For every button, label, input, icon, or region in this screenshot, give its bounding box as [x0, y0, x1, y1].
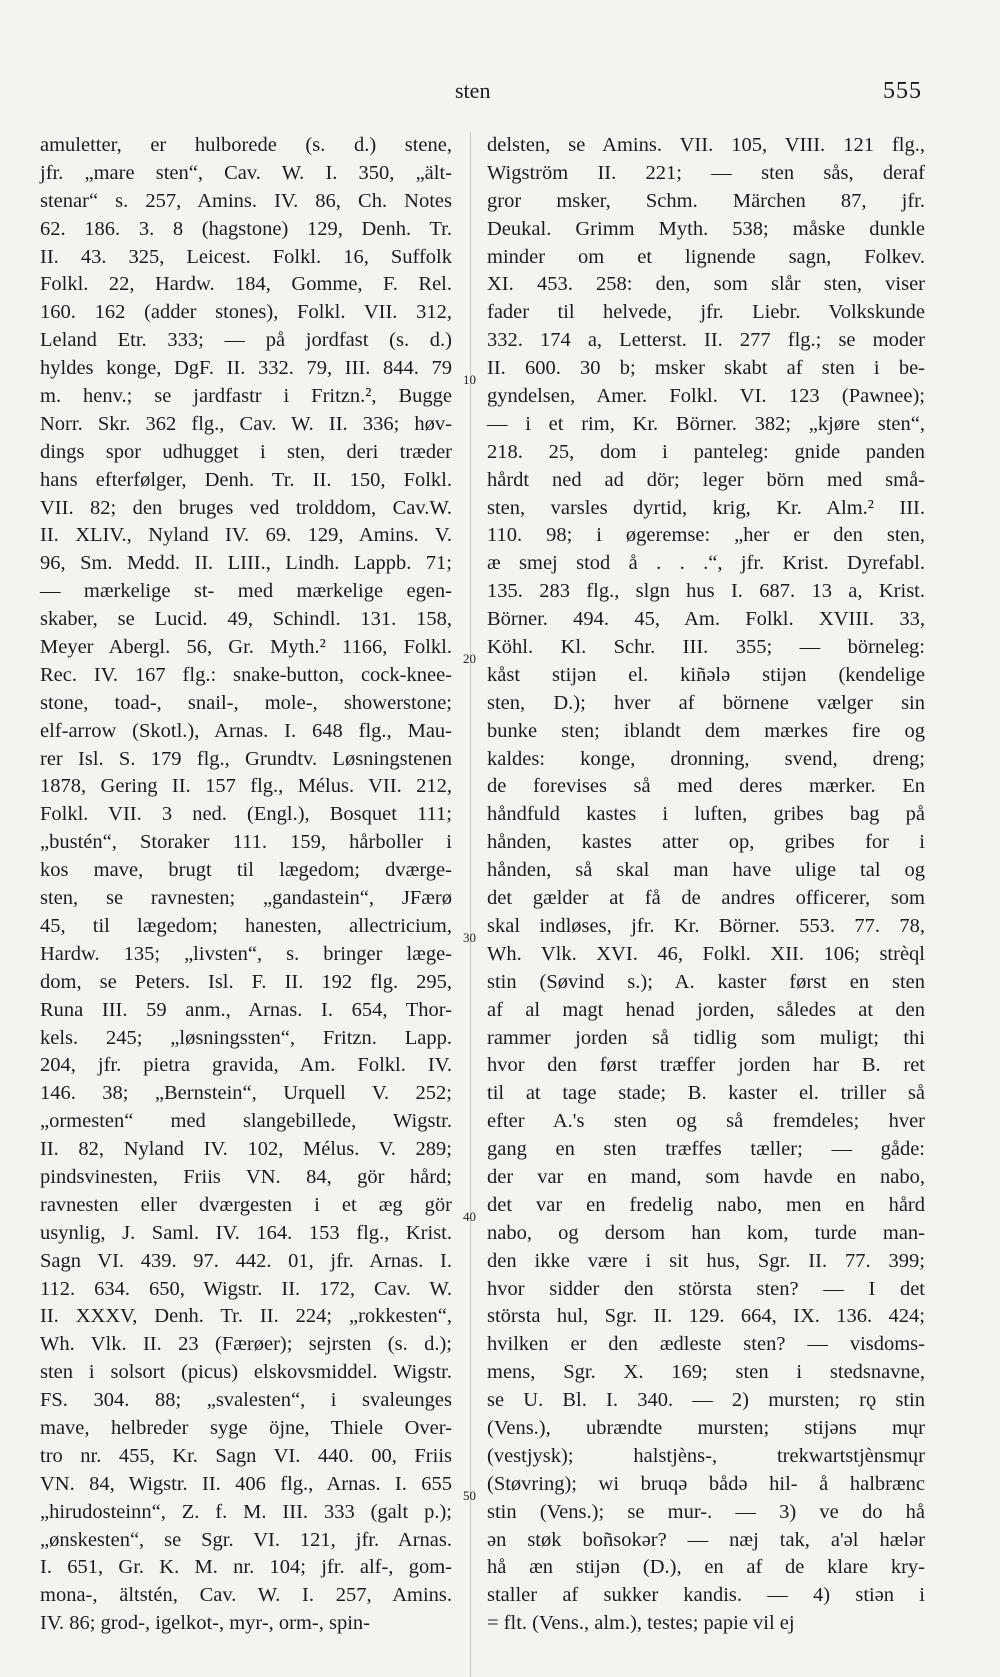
text-line: der var en mand, som havde en nabo,	[487, 1165, 925, 1188]
text-line: tro nr. 455, Kr. Sagn VI. 440. 00, Friis	[40, 1444, 452, 1467]
text-line: m. henv.; se jardfastr i Fritzn.², Bugge	[40, 385, 452, 408]
text-line: Hardw. 135; „livsten“, s. bringer læge-	[40, 942, 452, 965]
text-line: den ikke være i sit hus, Sgr. II. 77. 399;	[487, 1249, 925, 1272]
text-line: hvilken er den ædleste sten? — visdoms-	[487, 1333, 925, 1356]
text-line: gyndelsen, Amer. Folkl. VI. 123 (Pawnee);	[487, 385, 925, 408]
text-line: IV. 86; grod-, igelkot-, myr-, orm-, spin-	[40, 1612, 371, 1635]
text-line: — mærkelige st- med mærkelige egen-	[40, 580, 452, 603]
page-number: 555	[883, 78, 922, 104]
text-line: kels. 245; „løsningssten“, Fritzn. Lapp.	[40, 1026, 452, 1049]
text-line: Meyer Abergl. 56, Gr. Myth.² 1166, Folkl.	[40, 636, 452, 659]
text-line: 135. 283 flg., slgn hus I. 687. 13 a, Krist.	[487, 580, 925, 603]
text-line: bunke sten; iblandt dem mærkes fire og	[487, 719, 925, 742]
text-line: kaldes: konge, dronning, svend, dreng;	[487, 747, 925, 770]
text-line: dings spor udhugget i sten, deri træder	[40, 440, 452, 463]
text-line: se U. Bl. I. 340. — 2) mursten; rǫ stin	[487, 1389, 925, 1412]
text-line: hyldes konge, DgF. II. 332. 79, III. 844. 79	[40, 357, 452, 380]
text-line: kåst stijən el. kiñələ stijən (kendelige	[487, 663, 925, 686]
text-line: Deukal. Grimm Myth. 538; måske dunkle	[487, 217, 925, 240]
text-line: „bustén“, Storaker 111. 159, hårboller i	[40, 831, 452, 854]
running-head	[0, 78, 1000, 108]
text-line: stin (Vens.); se mur-. — 3) ve do hå	[487, 1500, 925, 1523]
text-line: FS. 304. 88; „svalesten“, i svaleunges	[40, 1389, 452, 1412]
column-rule	[470, 132, 471, 1677]
text-line: Köhl. Kl. Schr. III. 355; — börneleg:	[487, 636, 925, 659]
text-line: hvor den først træffer jorden har B. ret	[487, 1054, 925, 1077]
text-line: dom, se Peters. Isl. F. II. 192 flg. 295,	[40, 970, 452, 993]
text-line: XI. 453. 258: den, som slår sten, viser	[487, 273, 925, 296]
text-line: håndfuld kastes i luften, gribes bag på	[487, 803, 925, 826]
line-number: 40	[463, 1209, 476, 1224]
text-line: 146. 38; „Bernstein“, Urquell V. 252;	[40, 1082, 452, 1105]
line-number: 10	[463, 372, 476, 387]
text-line: största hul, Sgr. II. 129. 664, IX. 136. 424;	[487, 1305, 925, 1328]
text-line: (Vens.), ubrændte mursten; stijəns mųr	[487, 1416, 925, 1439]
text-line: sten i solsort (picus) elskovsmiddel. Wigstr.	[40, 1361, 452, 1384]
text-line: minder om et lignende sagn, Folkev.	[487, 245, 925, 268]
text-line: elf-arrow (Skotl.), Arnas. I. 648 flg., Mau-	[40, 719, 452, 742]
text-line: hvor sidder den största sten? — I det	[487, 1277, 925, 1300]
text-line: hans efterfølger, Denh. Tr. II. 150, Folkl.	[40, 468, 452, 491]
text-line: Folkl. VII. 3 ned. (Engl.), Bosquet 111;	[40, 803, 452, 826]
text-line: Runa III. 59 anm., Arnas. I. 654, Thor-	[40, 998, 452, 1021]
text-line: gror msker, Schm. Märchen 87, jfr.	[487, 189, 925, 212]
text-line: VII. 82; den bruges ved trolddom, Cav.W.	[40, 496, 452, 519]
text-line: II. 600. 30 b; msker skabt af sten i be-	[487, 357, 925, 380]
text-line: II. 43. 325, Leicest. Folkl. 16, Suffolk	[40, 245, 452, 268]
text-line: „ormesten“ med slangebillede, Wigstr.	[40, 1110, 452, 1133]
text-line: gang en sten træffes tæller; — gåde:	[487, 1138, 925, 1161]
text-line: usynlig, J. Saml. IV. 164. 153 flg., Krist.	[40, 1221, 452, 1244]
text-line: kos mave, brugt til lægedom; dværge-	[40, 859, 452, 882]
right-column	[487, 132, 925, 1638]
text-line: delsten, se Amins. VII. 105, VIII. 121 flg.,	[487, 134, 925, 156]
header-word: sten	[455, 78, 491, 103]
text-line: II. 82, Nyland IV. 102, Mélus. V. 289;	[40, 1138, 452, 1161]
text-line: Norr. Skr. 362 flg., Cav. W. II. 336; høv-	[40, 412, 452, 435]
text-line: af al magt henad jorden, således at den	[487, 998, 925, 1021]
text-line: stone, toad-, snail-, mole-, showerstone;	[40, 691, 452, 714]
text-line: ən støk boñsokər? — næj tak, a'əl hælər	[487, 1528, 925, 1551]
text-line: Wigström II. 221; — sten sås, deraf	[487, 161, 925, 184]
text-line: 96, Sm. Medd. II. LIII., Lindh. Lappb. 71;	[40, 552, 452, 575]
text-line: sten, se ravnesten; „gandastein“, JFærø	[40, 887, 452, 910]
text-line: VN. 84, Wigstr. II. 406 flg., Arnas. I. 655	[40, 1472, 452, 1495]
text-line: „ønskesten“, se Sgr. VI. 121, jfr. Arnas.	[40, 1528, 452, 1551]
text-line: Börner. 494. 45, Am. Folkl. XVIII. 33,	[487, 608, 925, 631]
text-line: hånden, kastes atter op, gribes for i	[487, 831, 925, 854]
text-line: skaber, se Lucid. 49, Schindl. 131. 158,	[40, 608, 452, 631]
text-line: 110. 98; i øgeremse: „her er den sten,	[487, 524, 925, 547]
text-line: mona-, ältstén, Cav. W. I. 257, Amins.	[40, 1584, 452, 1607]
text-line: I. 651, Gr. K. M. nr. 104; jfr. alf-, gom-	[40, 1556, 452, 1579]
text-line: pindsvinesten, Friis VN. 84, gör hård;	[40, 1165, 452, 1188]
text-line: til at tage stade; B. kaster el. triller så	[487, 1082, 925, 1105]
text-line: jfr. „mare sten“, Cav. W. I. 350, „ält-	[40, 161, 452, 184]
text-line: = flt. (Vens., alm.), testes; papie vil ej	[487, 1612, 795, 1635]
text-line: Leland Etr. 333; — på jordfast (s. d.)	[40, 329, 452, 352]
text-line: mens, Sgr. X. 169; sten i stedsnavne,	[487, 1361, 925, 1384]
text-line: 45, til lægedom; hanesten, allectricium,	[40, 914, 452, 937]
text-line: amuletter, er hulborede (s. d.) stene,	[40, 134, 452, 156]
text-line: „hirudosteinn“, Z. f. M. III. 333 (galt p.);	[40, 1500, 452, 1523]
text-line: hå æn stijən (D.), en af de klare kry-	[487, 1556, 925, 1579]
text-line: (Støvring); wi bruqə bådə hil- å halbrænc	[487, 1472, 925, 1495]
text-line: II. XXXV, Denh. Tr. II. 224; „rokkesten“,	[40, 1305, 452, 1328]
text-line: staller af sukker kandis. — 4) stiən i	[487, 1584, 925, 1607]
text-line: Wh. Vlk. XVI. 46, Folkl. XII. 106; strèql	[487, 942, 925, 965]
text-line: — i et rim, Kr. Börner. 382; „kjøre sten“,	[487, 412, 925, 435]
text-line: 332. 174 a, Letterst. II. 277 flg.; se moder	[487, 329, 925, 352]
line-number: 20	[463, 651, 476, 666]
text-line: sten, D.); hver af börnene vælger sin	[487, 691, 925, 714]
text-line: efter A.'s sten og så fremdeles; hver	[487, 1110, 925, 1133]
text-line: skal indløses, jfr. Kr. Börner. 553. 77. 78,	[487, 914, 925, 937]
text-line: rer Isl. S. 179 flg., Grundtv. Løsningstenen	[40, 747, 452, 770]
text-line: ravnesten eller dværgesten i et æg gör	[40, 1193, 452, 1216]
text-line: Wh. Vlk. II. 23 (Færøer); sejrsten (s. d.);	[40, 1333, 452, 1356]
text-line: rammer jorden så tidlig som muligt; thi	[487, 1026, 925, 1049]
line-number: 30	[463, 930, 476, 945]
left-column	[40, 132, 452, 1638]
text-line: det var en fredelig nabo, men en hård	[487, 1193, 925, 1216]
text-line: 218. 25, dom i panteleg: gnide panden	[487, 440, 925, 463]
text-line: (vestjysk); halstjèns-, trekwartstjènsmųr	[487, 1444, 925, 1467]
text-line: fader til helvede, jfr. Liebr. Volkskunde	[487, 301, 925, 324]
text-line: Sagn VI. 439. 97. 442. 01, jfr. Arnas. I.	[40, 1249, 452, 1272]
text-line: 112. 634. 650, Wigstr. II. 172, Cav. W.	[40, 1277, 452, 1300]
text-line: mave, helbreder syge öjne, Thiele Over-	[40, 1416, 452, 1439]
text-line: II. XLIV., Nyland IV. 69. 129, Amins. V.	[40, 524, 452, 547]
text-line: Rec. IV. 167 flg.: snake-button, cock-knee-	[40, 663, 452, 686]
text-line: stin (Søvind s.); A. kaster først en sten	[487, 970, 925, 993]
text-line: 204, jfr. pietra gravida, Am. Folkl. IV.	[40, 1054, 452, 1077]
text-line: 1878, Gering II. 157 flg., Mélus. VII. 212,	[40, 775, 452, 798]
text-line: 160. 162 (adder stones), Folkl. VII. 312,	[40, 301, 452, 324]
text-line: Folkl. 22, Hardw. 184, Gomme, F. Rel.	[40, 273, 452, 296]
text-line: hånden, så skal man have ulige tal og	[487, 859, 925, 882]
text-line: 62. 186. 3. 8 (hagstone) 129, Denh. Tr.	[40, 217, 452, 240]
text-line: sten, varsles dyrtid, krig, Kr. Alm.² III.	[487, 496, 925, 519]
text-line: de forevises så med deres mærker. En	[487, 775, 925, 798]
text-line: hårdt ned ad dör; leger börn med små-	[487, 468, 925, 491]
text-line: æ smej stod å . . .“, jfr. Krist. Dyrefabl.	[487, 552, 925, 575]
line-number: 50	[463, 1488, 476, 1503]
text-line: nabo, og dersom han kom, turde man-	[487, 1221, 925, 1244]
text-line: stenar“ s. 257, Amins. IV. 86, Ch. Notes	[40, 189, 452, 212]
text-line: det gælder at få de andres officerer, som	[487, 887, 925, 910]
